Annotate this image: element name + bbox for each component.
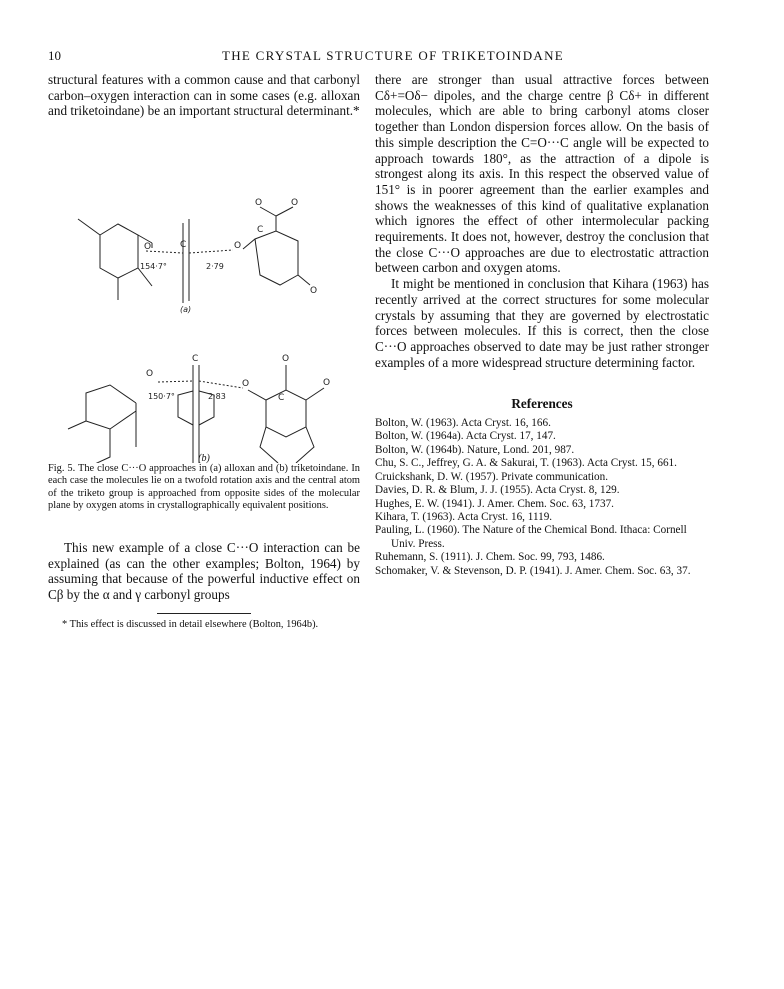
triketoindane-twofold-axis (178, 365, 214, 463)
atom-o-label: O (310, 286, 318, 297)
alloxan-angle-label: 154·7° (140, 262, 167, 272)
left-paragraph-1: structural features with a common cause and that carbonyl carbon–oxygen interaction can in some cases (e.g. alloxan and triketoindane) be an important structural determinant.* (48, 72, 360, 119)
right-paragraph-2: It might be mentioned in conclusion that Kihara (1963) has recently arrived at the correct structures for some molecular crystals by assuming that they are governed by electrostatic forces between molecules. If this is correct, then the close C···O approaches observed to date may be just rather stronger examples of a more widespread structure determining factor. (375, 276, 709, 370)
reference-item: Bolton, W. (1964b). Nature, Lond. 201, 987. (375, 443, 575, 456)
figure-5-diagram (48, 125, 360, 463)
atom-o-label: O (282, 354, 290, 365)
panel-b-label: (b) (198, 453, 210, 465)
references-list (375, 417, 709, 578)
alloxan-left-molecule (78, 219, 152, 300)
alloxan-twofold-axis (183, 219, 189, 303)
atom-o-label: O (255, 198, 263, 209)
left-column (48, 72, 360, 631)
atom-c-label: C (180, 240, 187, 251)
footnote-rule (157, 613, 251, 614)
triketoindane-short-contact-right (199, 381, 243, 388)
reference-item: Chu, S. C., Jeffrey, G. A. & Sakurai, T. (1963). Acta Cryst. 15, 661. (375, 457, 677, 470)
footnote: * This effect is discussed in detail elsewhere (Bolton, 1964b). (62, 618, 319, 630)
right-column (375, 72, 709, 578)
reference-item: Hughes, E. W. (1941). J. Amer. Chem. Soc. 63, 1737. (375, 497, 614, 510)
reference-item: Kihara, T. (1963). Acta Cryst. 16, 1119. (375, 510, 553, 523)
atom-o-label: O (144, 242, 152, 253)
references-heading: References (511, 396, 573, 412)
atom-c-label: C (278, 393, 285, 404)
reference-item: Bolton, W. (1963). Acta Cryst. 16, 166. (375, 417, 551, 430)
atom-c-label: C (192, 354, 199, 365)
atom-o-label: O (291, 198, 299, 209)
triketoindane-angle-label: 150·7° (148, 392, 175, 402)
triketoindane-right-molecule (248, 365, 324, 463)
reference-item: Bolton, W. (1964a). Acta Cryst. 17, 147. (375, 430, 556, 443)
running-title: THE CRYSTAL STRUCTURE OF TRIKETOINDANE (221, 48, 565, 63)
alloxan-right-molecule (243, 207, 310, 285)
figure-caption: Fig. 5. The close C···O approaches in (a) alloxan and (b) triketoindane. In each case the molecules lie on a twofold rotation axis and the central atom of the triketo group is approached from opposite sides of the molecular plane by oxygen atoms in crystallographically equivalent positions. (48, 463, 360, 511)
atom-c-label: C (257, 225, 264, 236)
panel-a-label: (a) (180, 305, 192, 315)
reference-item: Schomaker, V. & Stevenson, D. P. (1941). J. Amer. Chem. Soc. 63, 37. (375, 564, 691, 577)
left-paragraph-2: This new example of a close C···O interaction can be explained (as can the other examples; Bolton, 1964) by assuming that because of the powerful inductive effect on Cβ by the α and γ carbonyl groups (48, 539, 360, 603)
alloxan-short-contact-left (146, 251, 183, 253)
figure-5 (48, 125, 360, 463)
atom-o-label: O (146, 369, 154, 380)
atom-o-label: O (242, 379, 250, 390)
reference-item: Pauling, L. (1960). The Nature of the Chemical Bond. Ithaca: Cornell Univ. Press. (375, 524, 687, 550)
reference-item: Ruhemann, S. (1911). J. Chem. Soc. 99, 793, 1486. (375, 551, 605, 564)
atom-o-label: O (323, 378, 331, 389)
triketoindane-short-contact-left (158, 381, 193, 382)
page-number: 10 (48, 48, 61, 63)
alloxan-distance-label: 2·79 (206, 262, 224, 272)
triketoindane-distance-label: 2·83 (208, 392, 226, 402)
alloxan-short-contact-right (189, 250, 233, 253)
page-header (48, 48, 738, 64)
reference-item: Davies, D. R. & Blum, J. J. (1955). Acta Cryst. 8, 129. (375, 484, 620, 497)
reference-item: Cruickshank, D. W. (1957). Private communication. (375, 470, 609, 483)
right-paragraph-1: there are stronger than usual attractive forces between Cδ+=Oδ− dipoles, and the charge centre β Cδ+ in different molecules, which are able to bring carbonyl atoms closer together than London dispersion forces allow. On the basis of this simple description the C=O···C angle will be expected to approach towards 180°, as the attraction of a dipole is strongest along its axis. In this respect the observed value of 151° is in poorer agreement than the earlier examples and shows the weaknesses of this kind of qualitative explanation which ignores the effect of other intermolecular packing requirements. It does not, however, destroy the conclusion that the close C···O approaches are due to electrostatic attraction between carbon and oxygen atoms. (375, 72, 709, 276)
atom-o-label: O (234, 241, 242, 252)
